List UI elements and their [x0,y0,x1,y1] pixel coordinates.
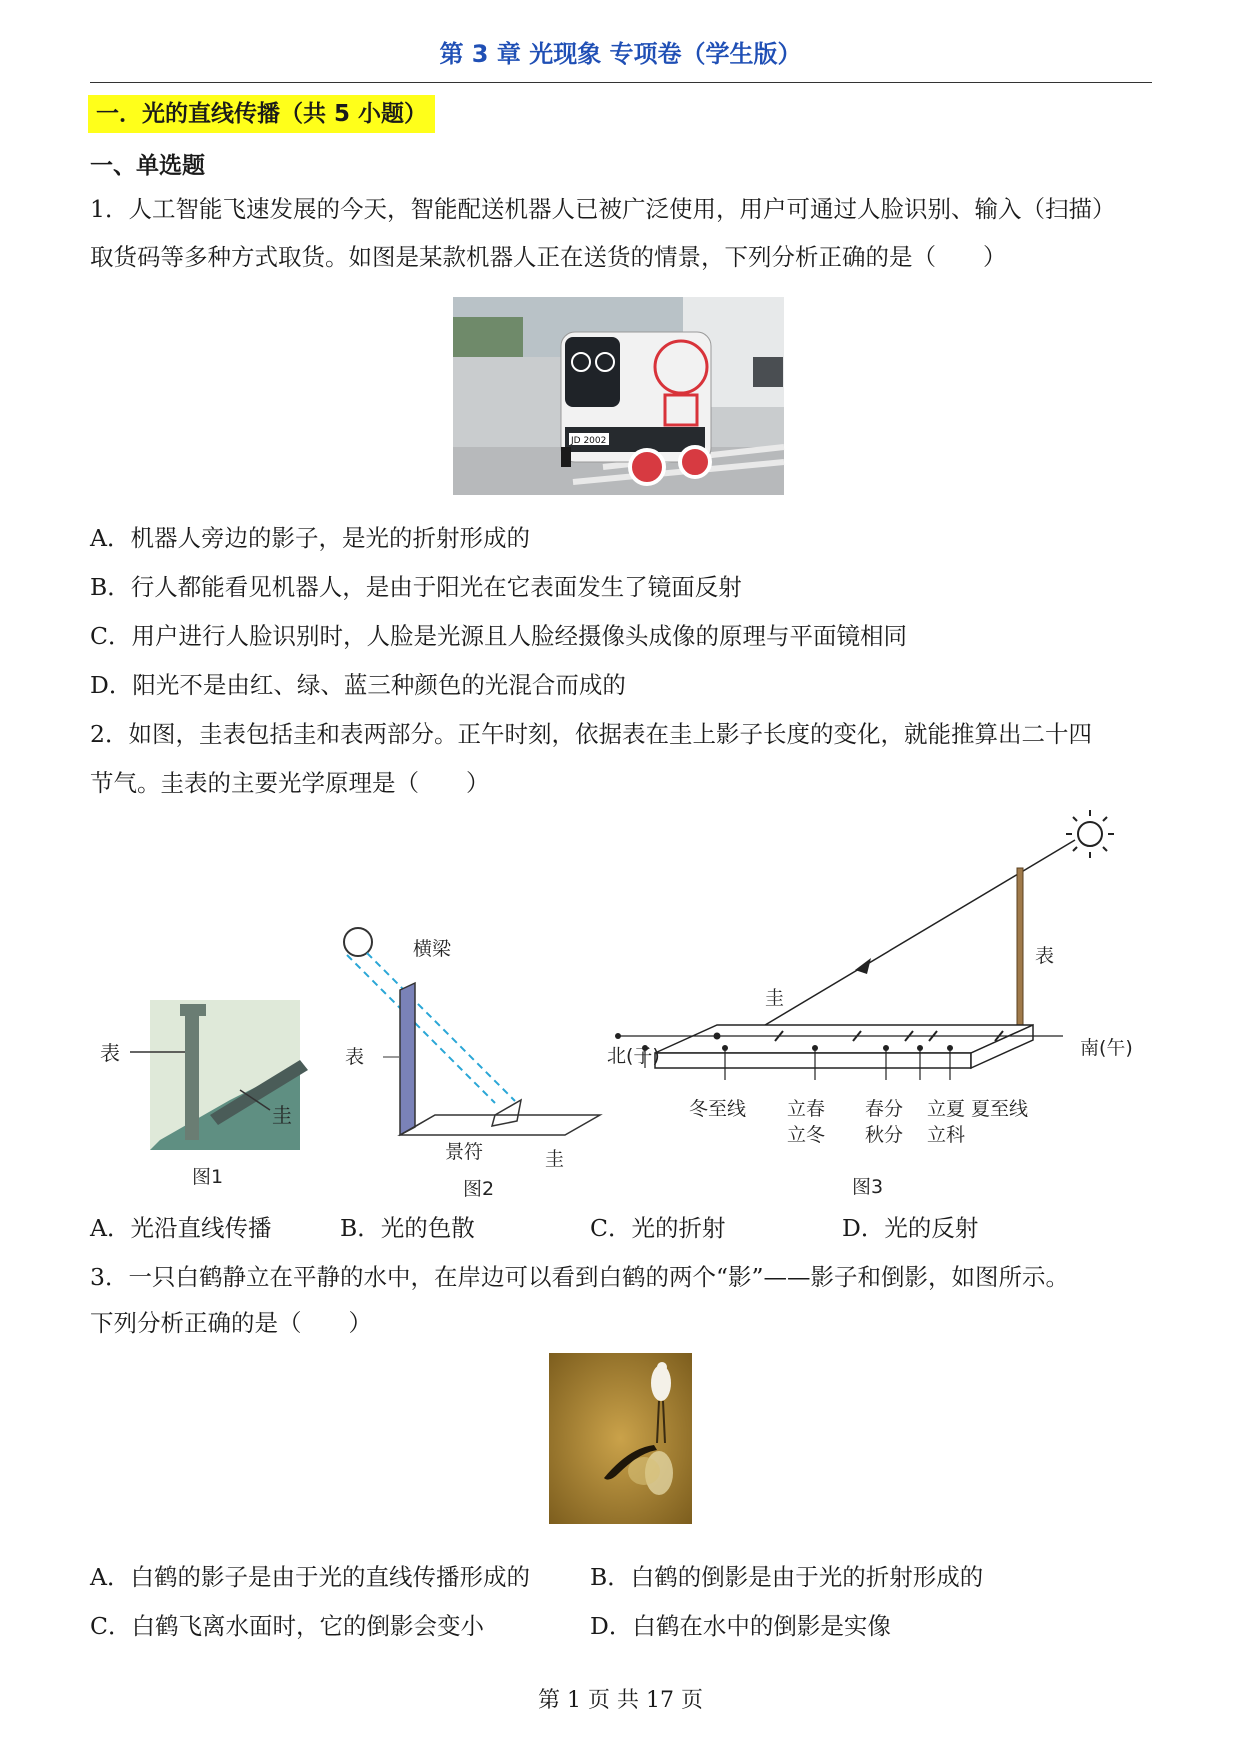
fig3-north-label: 北(子) [607,1045,660,1067]
q3-option-a: A．白鹤的影子是由于光的直线传播形成的 [90,1563,530,1591]
fig1-gui-label: 圭 [272,1103,292,1127]
q1-option-c: C．用户进行人脸识别时，人脸是光源且人脸经摄像头成像的原理与平面镜相同 [90,622,907,650]
q2-stem-line2: 节气。圭表的主要光学原理是（ ） [90,769,490,797]
fig2-jingfu-label: 景符 [445,1141,484,1163]
delivery-robot-photo [453,297,784,495]
figure-1-guibiao-photo [90,990,320,1210]
fig2-gui-label: 圭 [545,1148,565,1170]
page-header-title: 第 3 章 光现象 专项卷（学生版） [439,40,802,68]
section-subtitle: 一、单选题 [90,153,205,179]
fig3-caption: 图3 [852,1176,884,1198]
fig1-caption: 图1 [192,1166,224,1188]
fig3-mark-qiufen: 秋分 [865,1124,904,1146]
sun-icon [1066,810,1114,858]
q3-stem-line1: 3．一只白鹤静立在平静的水中，在岸边可以看到白鹤的两个“影”——影子和倒影，如图所示。 [90,1263,1069,1291]
fig3-mark-dongzhi: 冬至线 [689,1098,747,1120]
figure-2-guibiao-diagram [335,915,615,1210]
q2-option-d: D．光的反射 [842,1214,979,1242]
q3-option-d: D．白鹤在水中的倒影是实像 [590,1612,891,1640]
fig3-mark-xiazhi: 夏至线 [971,1098,1029,1120]
fig2-biao-label: 表 [345,1046,365,1068]
q2-option-b: B．光的色散 [340,1214,475,1242]
robot-plate: JD 2002 [571,436,607,446]
fig3-mark-lixia: 立夏 [927,1098,966,1120]
fig1-biao-label: 表 [100,1041,120,1065]
fig3-mark-lidong: 立冬 [787,1124,826,1146]
q1-stem-line2: 取货码等多种方式取货。如图是某款机器人正在送货的情景，下列分析正确的是（ ） [90,243,1007,271]
fig3-south-label: 南(午) [1080,1037,1133,1059]
q1-option-a: A．机器人旁边的影子，是光的折射形成的 [90,524,530,552]
crane-photo [549,1353,692,1524]
q1-option-b: B．行人都能看见机器人，是由于阳光在它表面发生了镜面反射 [90,573,742,601]
q3-option-c: C．白鹤飞离水面时，它的倒影会变小 [90,1612,484,1640]
fig2-hengliang-label: 横梁 [413,938,452,960]
page-footer: 第 1 页 共 17 页 [538,1688,703,1713]
q1-option-d: D．阳光不是由红、绿、蓝三种颜色的光混合而成的 [90,671,626,699]
header-divider [90,82,1152,83]
fig2-caption: 图2 [463,1178,495,1200]
fig3-mark-lichun: 立春 [787,1098,826,1120]
fig3-mark-chunfen: 春分 [865,1098,904,1120]
fig3-mark-like: 立科 [927,1124,966,1146]
figure-3-solar-terms-diagram [607,800,1133,1210]
q2-stem-line1: 2．如图，圭表包括圭和表两部分。正午时刻，依据表在圭上影子长度的变化，就能推算出二十四 [90,720,1092,748]
fig3-gui-label: 圭 [765,987,785,1009]
fig3-biao-label: 表 [1035,945,1055,967]
section-title: 一．光的直线传播（共 5 小题） [88,95,435,133]
q2-option-c: C．光的折射 [590,1214,726,1242]
q1-stem-line1: 1．人工智能飞速发展的今天，智能配送机器人已被广泛使用，用户可通过人脸识别、输入（扫描） [90,195,1116,223]
q3-stem-line2: 下列分析正确的是（ ） [90,1309,372,1337]
q2-option-a: A．光沿直线传播 [90,1214,272,1242]
q3-option-b: B．白鹤的倒影是由于光的折射形成的 [590,1563,984,1591]
